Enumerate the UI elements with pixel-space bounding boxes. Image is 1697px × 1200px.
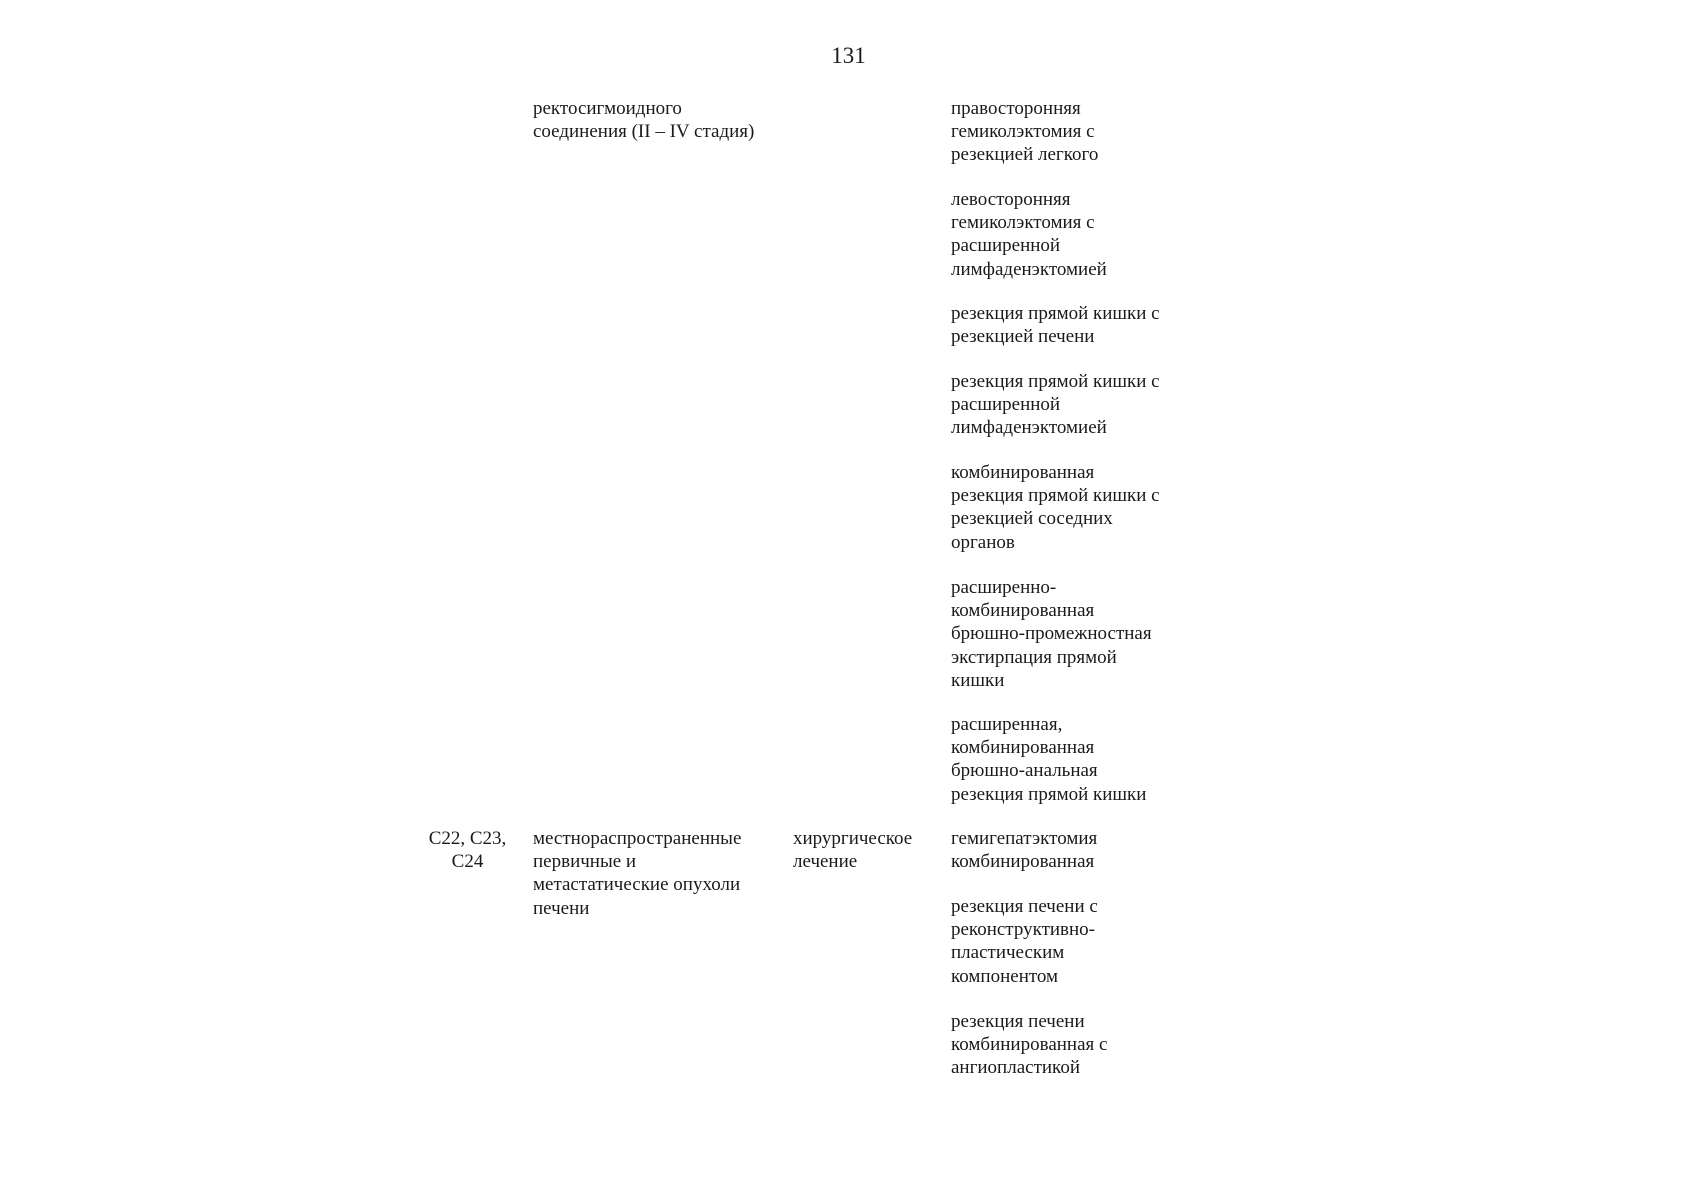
procedure-item: правосторонняя гемиколэктомия с резекцией легкого xyxy=(951,98,1099,166)
procedure-item: резекция прямой кишки с расширенной лимфаденэктомией xyxy=(951,371,1160,439)
procedure-item: расширенная, комбинированная брюшно-анальная резекция прямой кишки xyxy=(951,714,1147,805)
page-number: 131 xyxy=(831,43,866,68)
procedure-item: комбинированная резекция прямой кишки с резекцией соседних органов xyxy=(951,462,1160,553)
code-cell: C22, C23, C24 xyxy=(428,828,507,873)
procedure-item: резекция прямой кишки с резекцией печени xyxy=(951,303,1160,348)
procedure-item: резекция печени комбинированная с ангиопластикой xyxy=(951,1011,1108,1079)
procedure-item: резекция печени с реконструктивно- пластическим компонентом xyxy=(951,896,1098,987)
procedure-item: левосторонняя гемиколэктомия с расширенной лимфаденэктомией xyxy=(951,189,1107,280)
diagnosis-cell: местнораспространенные первичные и метастатические опухоли печени xyxy=(533,828,742,919)
diagnosis-cell: ректосигмоидного соединения (II – IV стадия) xyxy=(533,98,755,143)
procedure-item: гемигепатэктомия комбинированная xyxy=(951,828,1098,873)
procedure-item: расширенно- комбинированная брюшно-промежностная экстирпация прямой кишки xyxy=(951,577,1152,691)
treatment-cell: хирургическое лечение xyxy=(793,828,913,873)
